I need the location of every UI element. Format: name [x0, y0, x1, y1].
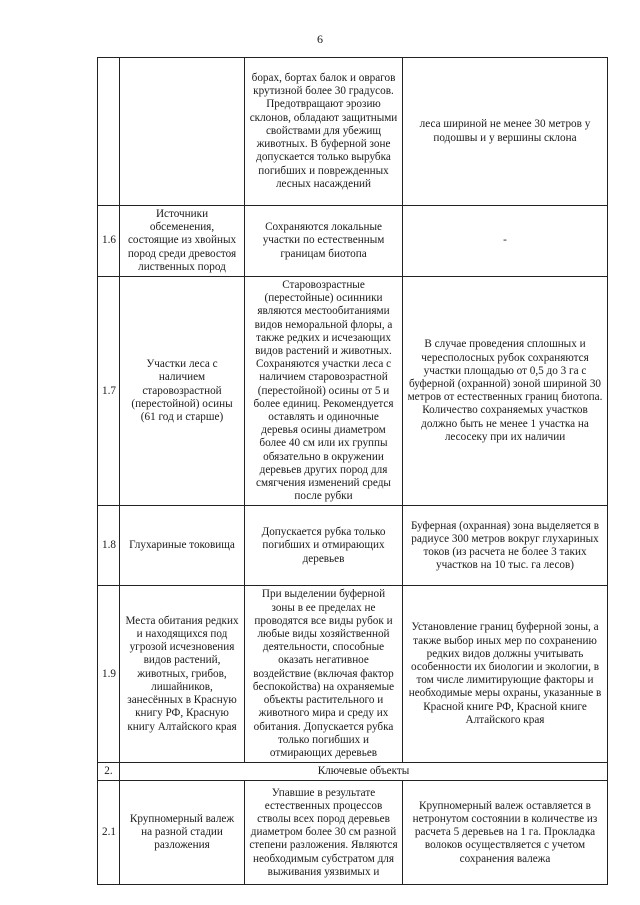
object-name: [120, 58, 245, 206]
row-number: [98, 58, 120, 206]
row-number: 2.1: [98, 781, 120, 885]
object-name: Участки леса с наличием старовозрастной (перестойной) осины (61 год и старше): [120, 277, 245, 506]
object-name: Глухариные токовища: [120, 506, 245, 586]
notes-cell: Установление границ буферной зоны, а также выбор иных мер по сохранению редких видов должны учитывать особенности их биологии и экологии, в том числе лимитирующие факторы и необходимые меры охраны, указанные в Красной книге РФ, Красной книге Алтайского края: [403, 586, 608, 763]
table-row: [98, 506, 608, 586]
section-row: [98, 763, 608, 781]
measures-cell: При выделении буферной зоны в ее пределах не проводятся все виды рубок и любые виды хозяйственной деятельности, способные оказать негативное воздействие (включая фактор беспокойства) на охраняемые объекты растительного и животного мира и среду их обитания. Допускается рубка только погибших и отмирающих деревьев: [245, 586, 403, 763]
table-row: [98, 586, 608, 763]
notes-cell: -: [403, 206, 608, 277]
notes-cell: леса шириной не менее 30 метров у подошвы и у вершины склона: [403, 58, 608, 206]
row-number: 1.9: [98, 586, 120, 763]
table-row: [98, 277, 608, 506]
row-number: 1.7: [98, 277, 120, 506]
page-number: 6: [317, 32, 323, 46]
object-name: Места обитания редких и находящихся под угрозой исчезновения видов растений, животных, грибов, лишайников, занесённых в Красную книгу РФ, Красную книгу Алтайского края: [120, 586, 245, 763]
object-name: Источники обсеменения, состоящие из хвойных пород среди древостоя лиственных пород: [120, 206, 245, 277]
table-row: [98, 206, 608, 277]
table-row: [98, 781, 608, 885]
measures-cell: борах, бортах балок и оврагов крутизной более 30 градусов. Предотвращают эрозию склонов, обладают защитными свойствами для убежищ животных. В буферной зоне допускается только вырубка погибших и поврежденных лесных насаждений: [245, 58, 403, 206]
notes-cell: В случае проведения сплошных и чересполосных рубок сохраняются участки площадью от 0,5 до 3 га с буферной (охранной) зоной шириной 30 метров от естественных границ биотопа. Количество сохраняемых участков должно быть не менее 1 участка на лесосеку при их наличии: [403, 277, 608, 506]
section-number: 2.: [98, 763, 120, 781]
row-number: 1.8: [98, 506, 120, 586]
measures-cell: Сохраняются локальные участки по естественным границам биотопа: [245, 206, 403, 277]
measures-cell: Старовозрастные (перестойные) осинники являются местообитаниями видов неморальной флоры, а также редких и исчезающих видов растений и животных. Сохраняются участки леса с наличием старовозрастной (перестойной) осины от 5 и более единиц. Рекомендуется оставлять и одиночные деревья осины диаметром более 40 см или их группы обязательно в окружении деревьев других пород для смягчения изменений среды после рубки: [245, 277, 403, 506]
measures-cell: Упавшие в результате естественных процессов стволы всех пород деревьев диаметром более 30 см разной степени разложения. Являются необходимым субстратом для выживания уязвимых и: [245, 781, 403, 885]
notes-cell: Буферная (охранная) зона выделяется в радиусе 300 метров вокруг глухариных токов (из расчета не более 3 таких участков на 10 тыс. га лесов): [403, 506, 608, 586]
row-number: 1.6: [98, 206, 120, 277]
notes-cell: Крупномерный валеж оставляется в нетронутом состоянии в количестве из расчета 5 деревьев на 1 га. Прокладка волоков осуществляется с учетом сохранения валежа: [403, 781, 608, 885]
table-row: [98, 58, 608, 206]
measures-cell: Допускается рубка только погибших и отмирающих деревьев: [245, 506, 403, 586]
measures-table: [97, 57, 608, 885]
object-name: Крупномерный валеж на разной стадии разложения: [120, 781, 245, 885]
section-title: Ключевые объекты: [120, 763, 608, 781]
